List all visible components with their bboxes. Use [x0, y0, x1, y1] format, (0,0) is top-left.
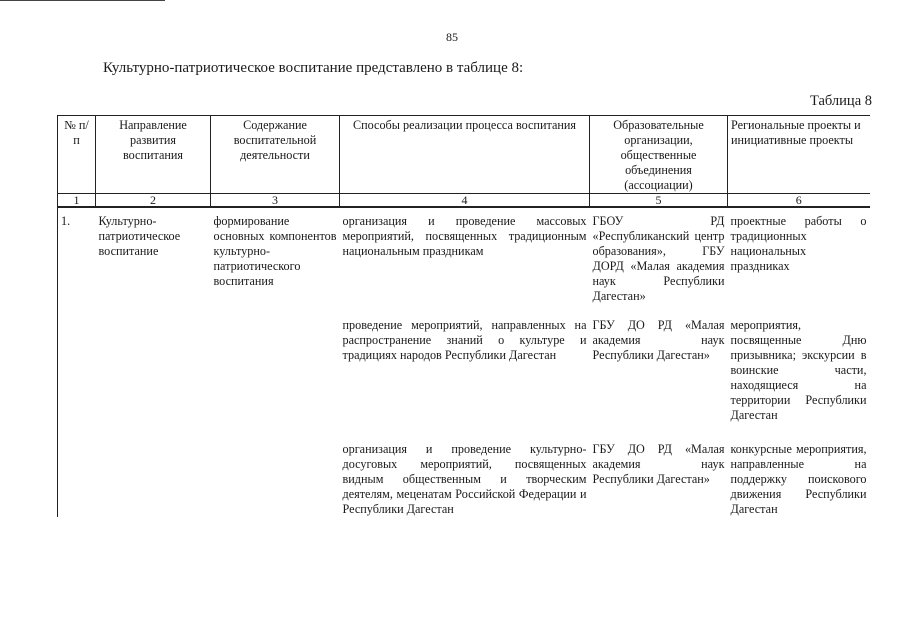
organizations-cell: ГБУ ДО РД «Малая академия наук Республики Дагестан» [592, 442, 725, 486]
header-projects: Региональные проекты и инициативные проекты [728, 116, 870, 194]
row-direction: Культурно-патриотическое воспитание [98, 214, 181, 258]
column-number: 1 [58, 194, 96, 208]
method-cell: организация и проведение культурно-досуговых мероприятий, посвященных видным общественным и творческим деятелям, меценатам Российской Федерации и Республики Дагестан [342, 442, 587, 516]
header-organizations: Образовательные организации, общественные объединения (ассоциации) [590, 116, 728, 194]
method-cell: организация и проведение массовых мероприятий, посвященных традиционным национальным праздникам [342, 214, 587, 258]
header-content: Содержание воспитательной деятельности [211, 116, 340, 194]
organizations-cell: ГБОУ РД «Республиканский центр образования», ГБУ ДОРД «Малая академия наук Республики Дагестан» [592, 214, 725, 303]
table-row [58, 207, 870, 304]
column-number: 4 [340, 194, 590, 208]
organizations-cell: ГБУ ДО РД «Малая академия наук Республики Дагестан» [592, 318, 725, 362]
column-number: 3 [211, 194, 340, 208]
column-number: 2 [96, 194, 211, 208]
header-methods: Способы реализации процесса воспитания [340, 116, 590, 194]
row-content: формирование основных компонентов культурно-патриотического воспитания [213, 214, 337, 288]
scan-edge-mark [0, 0, 165, 1]
projects-cell: мероприятия, посвященные Дню призывника; экскурсии в воинские части, находящиеся на территории Республики Дагестан [730, 318, 867, 422]
page-number: 85 [446, 30, 458, 44]
table-header-row [58, 116, 870, 194]
table-caption: Таблица 8 [809, 93, 872, 109]
column-number: 5 [590, 194, 728, 208]
header-direction: Направление развития воспитания [96, 116, 211, 194]
intro-paragraph: Культурно-патриотическое воспитание представлено в таблице 8: [103, 60, 524, 76]
method-cell: проведение мероприятий, направленных на распространение знаний о культуре и традициях народов Республики Дагестан [342, 318, 587, 362]
projects-cell: проектные работы о традиционных национальных праздниках [730, 214, 867, 273]
education-table [57, 115, 870, 517]
projects-cell: конкурсные мероприятия, направленные на поддержку поискового движения Республики Дагестан [730, 442, 867, 516]
header-number: № п/п [58, 116, 96, 194]
column-number-row [58, 194, 870, 208]
row-number: 1. [58, 207, 96, 517]
column-number: 6 [728, 194, 870, 208]
